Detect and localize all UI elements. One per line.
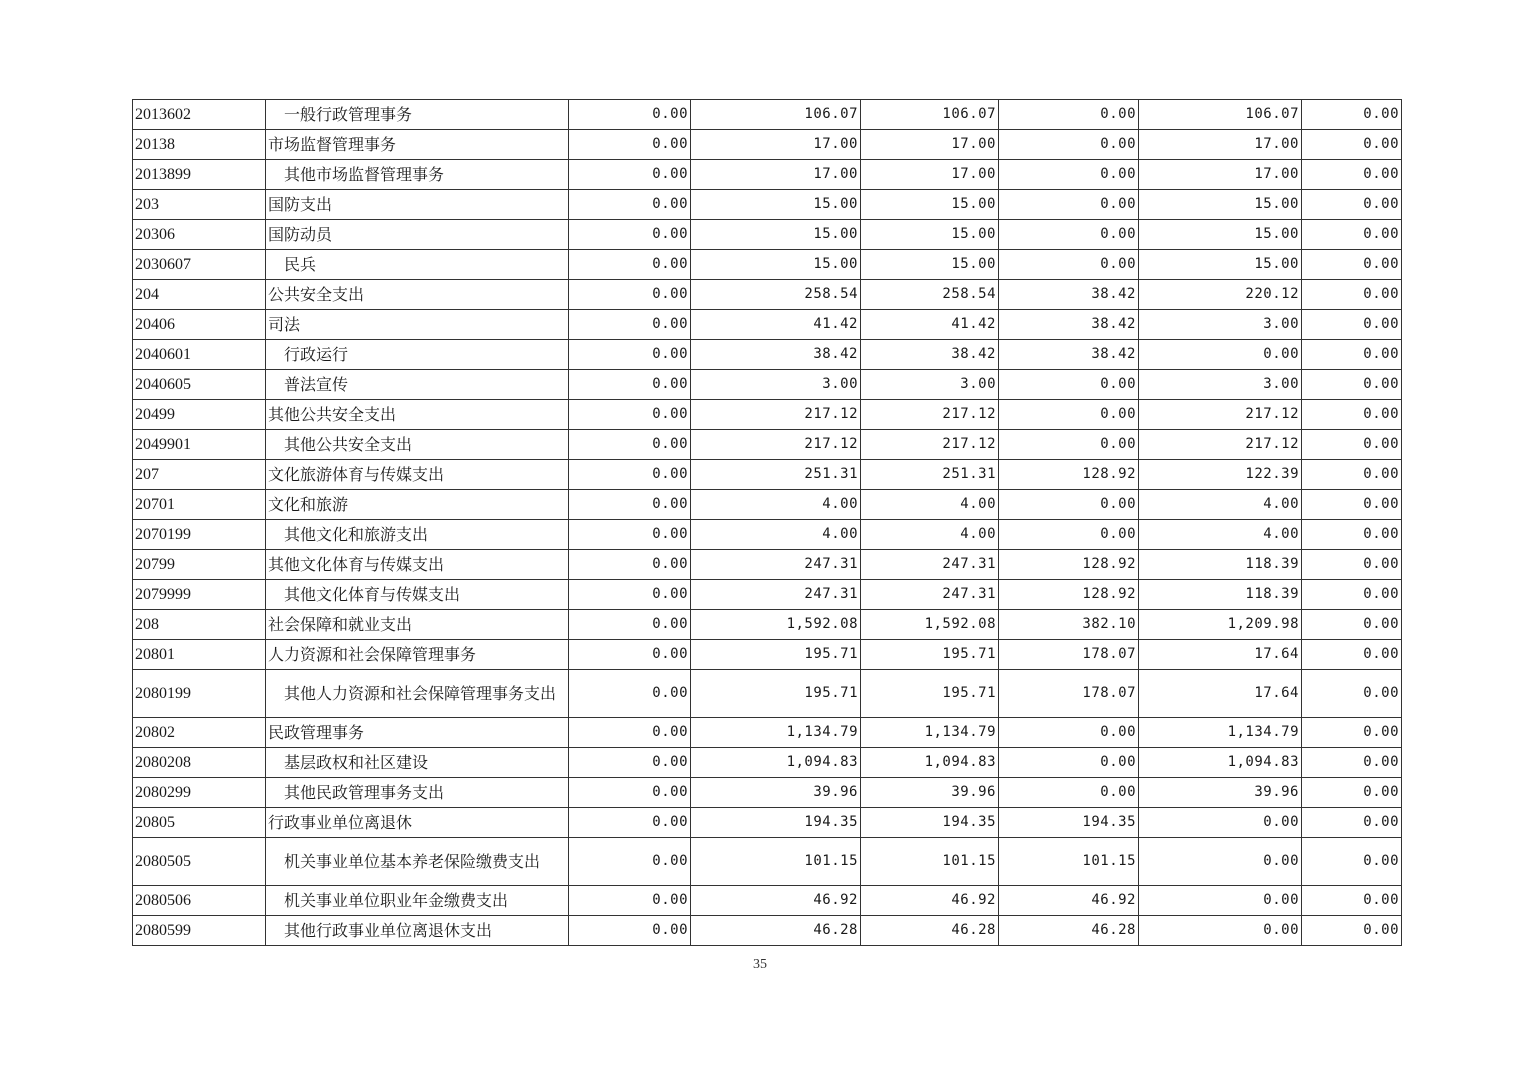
table-row bbox=[133, 400, 1402, 430]
subject-name-cell: 文化和旅游 bbox=[266, 490, 569, 520]
table-row bbox=[133, 430, 1402, 460]
amount-cell: 251.31 bbox=[691, 460, 861, 490]
amount-cell: 17.64 bbox=[1139, 670, 1302, 718]
table-row bbox=[133, 886, 1402, 916]
amount-cell: 0.00 bbox=[569, 190, 691, 220]
amount-cell: 0.00 bbox=[569, 250, 691, 280]
amount-cell: 0.00 bbox=[1139, 886, 1302, 916]
table-row bbox=[133, 190, 1402, 220]
amount-cell: 0.00 bbox=[569, 460, 691, 490]
amount-cell: 17.00 bbox=[1139, 160, 1302, 190]
amount-cell: 0.00 bbox=[1302, 748, 1402, 778]
amount-cell: 38.42 bbox=[691, 340, 861, 370]
subject-code-cell: 2080599 bbox=[133, 916, 266, 946]
subject-code-cell: 2080506 bbox=[133, 886, 266, 916]
amount-cell: 0.00 bbox=[1139, 838, 1302, 886]
subject-code-cell: 20701 bbox=[133, 490, 266, 520]
amount-cell: 0.00 bbox=[569, 886, 691, 916]
amount-cell: 0.00 bbox=[569, 280, 691, 310]
subject-name-cell: 机关事业单位基本养老保险缴费支出 bbox=[266, 838, 569, 886]
amount-cell: 15.00 bbox=[691, 220, 861, 250]
subject-name-cell: 行政事业单位离退休 bbox=[266, 808, 569, 838]
amount-cell: 46.28 bbox=[691, 916, 861, 946]
subject-name-cell: 基层政权和社区建设 bbox=[266, 748, 569, 778]
amount-cell: 194.35 bbox=[999, 808, 1139, 838]
subject-code-cell: 2080505 bbox=[133, 838, 266, 886]
subject-code-cell: 2079999 bbox=[133, 580, 266, 610]
page-number: 35 bbox=[753, 957, 767, 972]
table-row bbox=[133, 640, 1402, 670]
amount-cell: 0.00 bbox=[569, 916, 691, 946]
amount-cell: 1,094.83 bbox=[861, 748, 999, 778]
subject-name-cell: 其他文化体育与传媒支出 bbox=[266, 580, 569, 610]
subject-code-cell: 2013899 bbox=[133, 160, 266, 190]
amount-cell: 0.00 bbox=[569, 748, 691, 778]
table-body bbox=[133, 100, 1402, 946]
amount-cell: 17.00 bbox=[691, 130, 861, 160]
amount-cell: 0.00 bbox=[1302, 460, 1402, 490]
amount-cell: 106.07 bbox=[861, 100, 999, 130]
table-row bbox=[133, 220, 1402, 250]
amount-cell: 0.00 bbox=[569, 340, 691, 370]
amount-cell: 15.00 bbox=[1139, 220, 1302, 250]
subject-code-cell: 2040605 bbox=[133, 370, 266, 400]
amount-cell: 38.42 bbox=[999, 340, 1139, 370]
amount-cell: 39.96 bbox=[691, 778, 861, 808]
amount-cell: 46.92 bbox=[691, 886, 861, 916]
subject-name-cell: 一般行政管理事务 bbox=[266, 100, 569, 130]
amount-cell: 0.00 bbox=[569, 130, 691, 160]
amount-cell: 0.00 bbox=[999, 130, 1139, 160]
table-row bbox=[133, 670, 1402, 718]
subject-code-cell: 207 bbox=[133, 460, 266, 490]
amount-cell: 3.00 bbox=[861, 370, 999, 400]
subject-code-cell: 20801 bbox=[133, 640, 266, 670]
amount-cell: 41.42 bbox=[861, 310, 999, 340]
amount-cell: 195.71 bbox=[691, 670, 861, 718]
amount-cell: 3.00 bbox=[1139, 370, 1302, 400]
amount-cell: 1,134.79 bbox=[861, 718, 999, 748]
subject-code-cell: 2070199 bbox=[133, 520, 266, 550]
subject-name-cell: 其他市场监督管理事务 bbox=[266, 160, 569, 190]
amount-cell: 15.00 bbox=[691, 250, 861, 280]
amount-cell: 118.39 bbox=[1139, 580, 1302, 610]
amount-cell: 106.07 bbox=[691, 100, 861, 130]
amount-cell: 217.12 bbox=[691, 400, 861, 430]
amount-cell: 17.00 bbox=[861, 160, 999, 190]
subject-code-cell: 20802 bbox=[133, 718, 266, 748]
amount-cell: 0.00 bbox=[569, 838, 691, 886]
table-row bbox=[133, 280, 1402, 310]
table-row bbox=[133, 130, 1402, 160]
amount-cell: 0.00 bbox=[1302, 838, 1402, 886]
amount-cell: 0.00 bbox=[569, 640, 691, 670]
subject-name-cell: 人力资源和社会保障管理事务 bbox=[266, 640, 569, 670]
amount-cell: 0.00 bbox=[1139, 340, 1302, 370]
amount-cell: 0.00 bbox=[569, 490, 691, 520]
amount-cell: 0.00 bbox=[1302, 370, 1402, 400]
amount-cell: 0.00 bbox=[569, 718, 691, 748]
amount-cell: 217.12 bbox=[691, 430, 861, 460]
amount-cell: 1,134.79 bbox=[1139, 718, 1302, 748]
subject-name-cell: 国防支出 bbox=[266, 190, 569, 220]
amount-cell: 0.00 bbox=[999, 100, 1139, 130]
amount-cell: 118.39 bbox=[1139, 550, 1302, 580]
table-row bbox=[133, 916, 1402, 946]
subject-code-cell: 204 bbox=[133, 280, 266, 310]
amount-cell: 217.12 bbox=[861, 430, 999, 460]
table-row bbox=[133, 370, 1402, 400]
subject-code-cell: 20499 bbox=[133, 400, 266, 430]
amount-cell: 46.28 bbox=[999, 916, 1139, 946]
amount-cell: 1,134.79 bbox=[691, 718, 861, 748]
amount-cell: 0.00 bbox=[1302, 580, 1402, 610]
subject-code-cell: 20799 bbox=[133, 550, 266, 580]
amount-cell: 128.92 bbox=[999, 460, 1139, 490]
amount-cell: 1,094.83 bbox=[691, 748, 861, 778]
amount-cell: 0.00 bbox=[1302, 190, 1402, 220]
amount-cell: 0.00 bbox=[1302, 550, 1402, 580]
amount-cell: 46.28 bbox=[861, 916, 999, 946]
amount-cell: 4.00 bbox=[691, 490, 861, 520]
subject-name-cell: 司法 bbox=[266, 310, 569, 340]
amount-cell: 106.07 bbox=[1139, 100, 1302, 130]
amount-cell: 17.00 bbox=[861, 130, 999, 160]
amount-cell: 0.00 bbox=[1302, 520, 1402, 550]
amount-cell: 0.00 bbox=[1302, 340, 1402, 370]
amount-cell: 217.12 bbox=[1139, 430, 1302, 460]
amount-cell: 0.00 bbox=[1302, 778, 1402, 808]
subject-name-cell: 文化旅游体育与传媒支出 bbox=[266, 460, 569, 490]
table-row bbox=[133, 808, 1402, 838]
amount-cell: 0.00 bbox=[999, 190, 1139, 220]
amount-cell: 15.00 bbox=[691, 190, 861, 220]
amount-cell: 0.00 bbox=[569, 520, 691, 550]
amount-cell: 251.31 bbox=[861, 460, 999, 490]
amount-cell: 0.00 bbox=[1302, 610, 1402, 640]
amount-cell: 39.96 bbox=[861, 778, 999, 808]
amount-cell: 39.96 bbox=[1139, 778, 1302, 808]
amount-cell: 0.00 bbox=[999, 370, 1139, 400]
amount-cell: 15.00 bbox=[1139, 250, 1302, 280]
amount-cell: 247.31 bbox=[691, 550, 861, 580]
amount-cell: 38.42 bbox=[999, 280, 1139, 310]
table-row bbox=[133, 490, 1402, 520]
subject-name-cell: 市场监督管理事务 bbox=[266, 130, 569, 160]
amount-cell: 3.00 bbox=[1139, 310, 1302, 340]
subject-code-cell: 2040601 bbox=[133, 340, 266, 370]
amount-cell: 178.07 bbox=[999, 640, 1139, 670]
amount-cell: 0.00 bbox=[569, 220, 691, 250]
subject-name-cell: 行政运行 bbox=[266, 340, 569, 370]
table-row bbox=[133, 100, 1402, 130]
subject-name-cell: 机关事业单位职业年金缴费支出 bbox=[266, 886, 569, 916]
subject-name-cell: 其他公共安全支出 bbox=[266, 400, 569, 430]
amount-cell: 0.00 bbox=[569, 100, 691, 130]
amount-cell: 194.35 bbox=[861, 808, 999, 838]
amount-cell: 247.31 bbox=[691, 580, 861, 610]
subject-code-cell: 20138 bbox=[133, 130, 266, 160]
subject-code-cell: 203 bbox=[133, 190, 266, 220]
subject-name-cell: 其他公共安全支出 bbox=[266, 430, 569, 460]
amount-cell: 0.00 bbox=[569, 430, 691, 460]
amount-cell: 17.00 bbox=[1139, 130, 1302, 160]
table-row bbox=[133, 550, 1402, 580]
amount-cell: 0.00 bbox=[1302, 250, 1402, 280]
amount-cell: 247.31 bbox=[861, 550, 999, 580]
amount-cell: 122.39 bbox=[1139, 460, 1302, 490]
amount-cell: 0.00 bbox=[1302, 220, 1402, 250]
amount-cell: 0.00 bbox=[569, 160, 691, 190]
amount-cell: 0.00 bbox=[999, 430, 1139, 460]
amount-cell: 0.00 bbox=[569, 370, 691, 400]
amount-cell: 4.00 bbox=[861, 490, 999, 520]
amount-cell: 0.00 bbox=[569, 550, 691, 580]
table-row bbox=[133, 310, 1402, 340]
amount-cell: 15.00 bbox=[861, 190, 999, 220]
subject-name-cell: 其他文化体育与传媒支出 bbox=[266, 550, 569, 580]
amount-cell: 0.00 bbox=[1302, 916, 1402, 946]
budget-table bbox=[132, 99, 1402, 946]
amount-cell: 101.15 bbox=[861, 838, 999, 886]
amount-cell: 0.00 bbox=[1302, 400, 1402, 430]
amount-cell: 128.92 bbox=[999, 580, 1139, 610]
subject-code-cell: 2013602 bbox=[133, 100, 266, 130]
amount-cell: 1,592.08 bbox=[691, 610, 861, 640]
amount-cell: 0.00 bbox=[999, 748, 1139, 778]
amount-cell: 0.00 bbox=[1302, 808, 1402, 838]
amount-cell: 128.92 bbox=[999, 550, 1139, 580]
amount-cell: 4.00 bbox=[1139, 520, 1302, 550]
amount-cell: 0.00 bbox=[569, 580, 691, 610]
amount-cell: 0.00 bbox=[569, 610, 691, 640]
amount-cell: 17.64 bbox=[1139, 640, 1302, 670]
subject-name-cell: 普法宣传 bbox=[266, 370, 569, 400]
table-row bbox=[133, 520, 1402, 550]
amount-cell: 3.00 bbox=[691, 370, 861, 400]
amount-cell: 0.00 bbox=[999, 778, 1139, 808]
amount-cell: 220.12 bbox=[1139, 280, 1302, 310]
amount-cell: 0.00 bbox=[1302, 280, 1402, 310]
table-row bbox=[133, 250, 1402, 280]
amount-cell: 382.10 bbox=[999, 610, 1139, 640]
subject-code-cell: 208 bbox=[133, 610, 266, 640]
amount-cell: 0.00 bbox=[1302, 718, 1402, 748]
subject-name-cell: 其他人力资源和社会保障管理事务支出 bbox=[266, 670, 569, 718]
amount-cell: 4.00 bbox=[861, 520, 999, 550]
amount-cell: 41.42 bbox=[691, 310, 861, 340]
amount-cell: 0.00 bbox=[1302, 130, 1402, 160]
amount-cell: 4.00 bbox=[1139, 490, 1302, 520]
amount-cell: 4.00 bbox=[691, 520, 861, 550]
amount-cell: 247.31 bbox=[861, 580, 999, 610]
amount-cell: 0.00 bbox=[569, 670, 691, 718]
subject-code-cell: 2080199 bbox=[133, 670, 266, 718]
subject-name-cell: 社会保障和就业支出 bbox=[266, 610, 569, 640]
table-row bbox=[133, 160, 1402, 190]
amount-cell: 0.00 bbox=[999, 250, 1139, 280]
amount-cell: 0.00 bbox=[1302, 160, 1402, 190]
amount-cell: 0.00 bbox=[569, 310, 691, 340]
subject-name-cell: 国防动员 bbox=[266, 220, 569, 250]
subject-name-cell: 公共安全支出 bbox=[266, 280, 569, 310]
amount-cell: 0.00 bbox=[1302, 310, 1402, 340]
amount-cell: 178.07 bbox=[999, 670, 1139, 718]
amount-cell: 101.15 bbox=[999, 838, 1139, 886]
subject-name-cell: 其他民政管理事务支出 bbox=[266, 778, 569, 808]
amount-cell: 0.00 bbox=[999, 220, 1139, 250]
subject-code-cell: 2080208 bbox=[133, 748, 266, 778]
amount-cell: 194.35 bbox=[691, 808, 861, 838]
amount-cell: 15.00 bbox=[861, 250, 999, 280]
amount-cell: 15.00 bbox=[1139, 190, 1302, 220]
subject-code-cell: 2030607 bbox=[133, 250, 266, 280]
amount-cell: 217.12 bbox=[861, 400, 999, 430]
table-row bbox=[133, 838, 1402, 886]
amount-cell: 195.71 bbox=[861, 640, 999, 670]
amount-cell: 0.00 bbox=[1302, 886, 1402, 916]
amount-cell: 1,094.83 bbox=[1139, 748, 1302, 778]
subject-code-cell: 2049901 bbox=[133, 430, 266, 460]
table-row bbox=[133, 610, 1402, 640]
amount-cell: 258.54 bbox=[861, 280, 999, 310]
amount-cell: 0.00 bbox=[1302, 640, 1402, 670]
amount-cell: 0.00 bbox=[999, 490, 1139, 520]
subject-code-cell: 20406 bbox=[133, 310, 266, 340]
amount-cell: 15.00 bbox=[861, 220, 999, 250]
amount-cell: 1,592.08 bbox=[861, 610, 999, 640]
subject-code-cell: 2080299 bbox=[133, 778, 266, 808]
amount-cell: 1,209.98 bbox=[1139, 610, 1302, 640]
amount-cell: 0.00 bbox=[999, 400, 1139, 430]
table-row bbox=[133, 580, 1402, 610]
amount-cell: 0.00 bbox=[1302, 100, 1402, 130]
subject-name-cell: 民政管理事务 bbox=[266, 718, 569, 748]
amount-cell: 195.71 bbox=[691, 640, 861, 670]
amount-cell: 38.42 bbox=[999, 310, 1139, 340]
amount-cell: 195.71 bbox=[861, 670, 999, 718]
table-row bbox=[133, 778, 1402, 808]
amount-cell: 38.42 bbox=[861, 340, 999, 370]
subject-code-cell: 20805 bbox=[133, 808, 266, 838]
amount-cell: 101.15 bbox=[691, 838, 861, 886]
subject-name-cell: 其他文化和旅游支出 bbox=[266, 520, 569, 550]
table-row bbox=[133, 460, 1402, 490]
table-row bbox=[133, 340, 1402, 370]
amount-cell: 258.54 bbox=[691, 280, 861, 310]
amount-cell: 0.00 bbox=[999, 718, 1139, 748]
table-row bbox=[133, 718, 1402, 748]
amount-cell: 0.00 bbox=[999, 520, 1139, 550]
amount-cell: 0.00 bbox=[1139, 916, 1302, 946]
amount-cell: 17.00 bbox=[691, 160, 861, 190]
amount-cell: 46.92 bbox=[861, 886, 999, 916]
amount-cell: 46.92 bbox=[999, 886, 1139, 916]
subject-code-cell: 20306 bbox=[133, 220, 266, 250]
amount-cell: 217.12 bbox=[1139, 400, 1302, 430]
amount-cell: 0.00 bbox=[569, 778, 691, 808]
amount-cell: 0.00 bbox=[569, 808, 691, 838]
amount-cell: 0.00 bbox=[569, 400, 691, 430]
amount-cell: 0.00 bbox=[1302, 430, 1402, 460]
table-row bbox=[133, 748, 1402, 778]
amount-cell: 0.00 bbox=[1302, 670, 1402, 718]
amount-cell: 0.00 bbox=[999, 160, 1139, 190]
subject-name-cell: 其他行政事业单位离退休支出 bbox=[266, 916, 569, 946]
amount-cell: 0.00 bbox=[1139, 808, 1302, 838]
amount-cell: 0.00 bbox=[1302, 490, 1402, 520]
subject-name-cell: 民兵 bbox=[266, 250, 569, 280]
